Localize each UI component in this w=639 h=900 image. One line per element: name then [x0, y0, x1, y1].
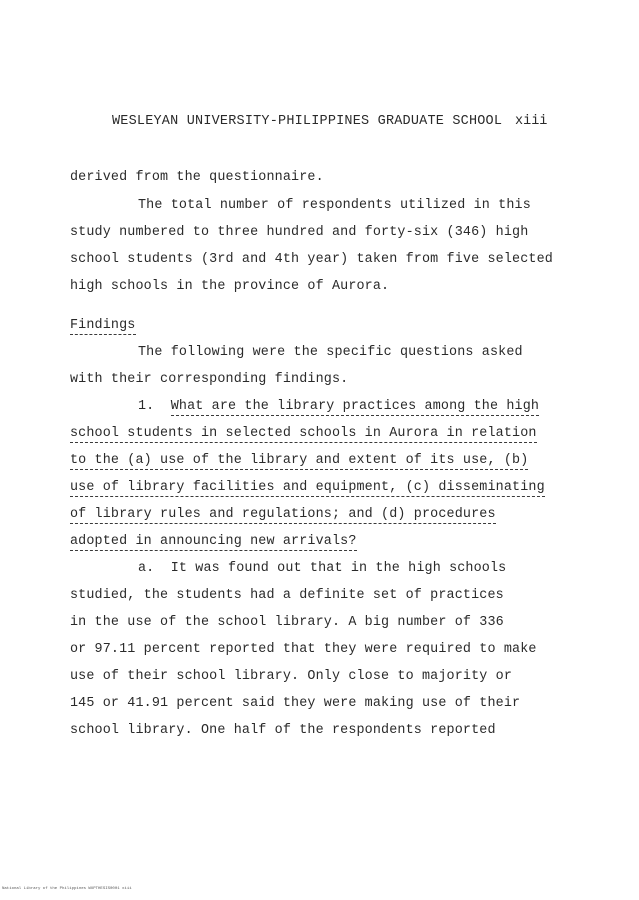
text-line: 145 or 41.91 percent said they were making use of their — [70, 696, 521, 711]
answer-line — [138, 561, 506, 576]
text-line: The total number of respondents utilized in this — [138, 198, 531, 213]
text-line: school library. One half of the respondents reported — [70, 723, 496, 738]
text-line: or 97.11 percent reported that they were required to make — [70, 642, 537, 657]
text-line: high schools in the province of Aurora. — [70, 279, 390, 294]
text-line: use of their school library. Only close to majority or — [70, 669, 513, 684]
text-line: derived from the questionnaire. — [70, 170, 324, 185]
text-line: The following were the specific questions asked — [138, 345, 523, 360]
question-line — [70, 480, 545, 495]
question-line — [70, 507, 496, 522]
page-number: xiii — [515, 114, 548, 129]
scan-footer: National Library of the Philippines WUPTHESIS0001 xiii — [2, 887, 132, 891]
text-line: study numbered to three hundred and forty-six (346) high — [70, 225, 529, 240]
text-line: school students (3rd and 4th year) taken from five selected — [70, 252, 553, 267]
answer-label: a. — [138, 561, 155, 576]
question-line — [70, 426, 537, 441]
question-text: school students in selected schools in Aurora in relation — [70, 426, 537, 441]
question-text: use of library facilities and equipment, (c) disseminating — [70, 480, 545, 495]
findings-label: Findings — [70, 318, 136, 333]
question-line — [70, 453, 528, 468]
question-text: What are the library practices among the high — [170, 399, 540, 414]
section-heading-findings — [70, 318, 136, 333]
question-text: adopted in announcing new arrivals? — [70, 534, 357, 549]
question-line — [70, 534, 357, 549]
answer-text: It was found out that in the high schools — [170, 561, 507, 576]
question-text: of library rules and regulations; and (d) procedures — [70, 507, 496, 522]
text-line: in the use of the school library. A big number of 336 — [70, 615, 504, 630]
running-header: WESLEYAN UNIVERSITY-PHILIPPINES GRADUATE SCHOOL — [112, 114, 503, 129]
question-line — [138, 399, 539, 414]
question-number: 1. — [138, 399, 155, 414]
question-text: to the (a) use of the library and extent of its use, (b) — [70, 453, 529, 468]
text-line: studied, the students had a definite set of practices — [70, 588, 504, 603]
text-line: with their corresponding findings. — [70, 372, 349, 387]
